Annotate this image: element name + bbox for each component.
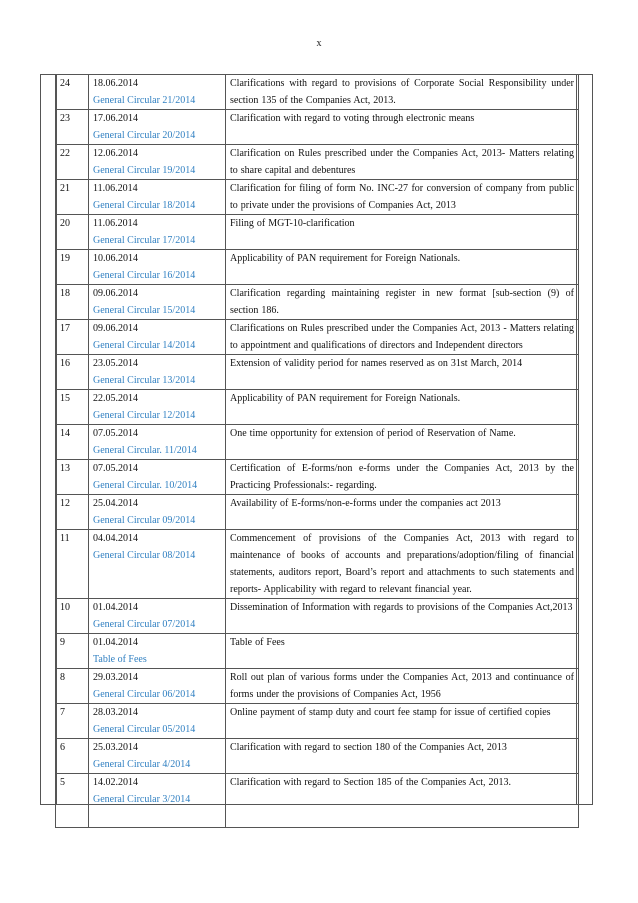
row-number: 12 — [56, 495, 89, 530]
issue-date: 18.06.2014 — [93, 78, 138, 89]
circular-subject: Commencement of provisions of the Companies Act, 2013 with regard to maintenance of books of accounts and preparations/adoption/filing of financial statements, auditors report, Board’s report and attachments to such statements and reports- Applicability with regard to relevant financial year. — [226, 530, 579, 599]
circular-subject: Clarifications on Rules prescribed under the Companies Act, 2013 - Matters relating to appointment and qualifications of directors and Independent directors — [226, 320, 579, 355]
issue-date: 12.06.2014 — [93, 148, 138, 159]
row-number: 8 — [56, 669, 89, 704]
table-row — [56, 774, 579, 828]
row-date-cell — [89, 145, 226, 180]
circular-link[interactable]: General Circular 4/2014 — [93, 759, 191, 770]
circular-subject: Applicability of PAN requirement for Foreign Nationals. — [226, 250, 579, 285]
circular-subject: Clarification regarding maintaining register in new format [sub-section (9) of section 186. — [226, 285, 579, 320]
circular-link[interactable]: General Circular 13/2014 — [93, 375, 196, 386]
table-row — [56, 704, 579, 739]
circulars-table-body — [56, 75, 579, 828]
row-date-cell — [89, 495, 226, 530]
circular-link[interactable]: Table of Fees — [93, 654, 147, 665]
row-number: 5 — [56, 774, 89, 828]
circular-link[interactable]: General Circular 16/2014 — [93, 270, 196, 281]
row-date-cell — [89, 355, 226, 390]
row-number: 16 — [56, 355, 89, 390]
table-row — [56, 75, 579, 110]
issue-date: 28.03.2014 — [93, 707, 138, 718]
circular-link[interactable]: General Circular. 10/2014 — [93, 480, 198, 491]
issue-date: 07.05.2014 — [93, 463, 138, 474]
circular-link[interactable]: General Circular 19/2014 — [93, 165, 196, 176]
row-number: 19 — [56, 250, 89, 285]
circular-subject: One time opportunity for extension of period of Reservation of Name. — [226, 425, 579, 460]
row-date-cell — [89, 285, 226, 320]
table-row — [56, 355, 579, 390]
circular-subject: Filing of MGT-10-clarification — [226, 215, 579, 250]
circular-subject: Clarification with regard to voting through electronic means — [226, 110, 579, 145]
table-row — [56, 425, 579, 460]
circular-subject: Online payment of stamp duty and court fee stamp for issue of certified copies — [226, 704, 579, 739]
circular-link[interactable]: General Circular 20/2014 — [93, 130, 196, 141]
row-number: 11 — [56, 530, 89, 599]
table-row — [56, 669, 579, 704]
table-row — [56, 215, 579, 250]
table-row — [56, 110, 579, 145]
issue-date: 11.06.2014 — [93, 218, 138, 229]
circular-subject: Availability of E-forms/non-e-forms under the companies act 2013 — [226, 495, 579, 530]
row-date-cell — [89, 320, 226, 355]
row-number: 20 — [56, 215, 89, 250]
issue-date: 11.06.2014 — [93, 183, 138, 194]
row-number: 17 — [56, 320, 89, 355]
table-row — [56, 495, 579, 530]
table-row — [56, 530, 579, 599]
circular-subject: Clarification with regard to section 180 of the Companies Act, 2013 — [226, 739, 579, 774]
circular-link[interactable]: General Circular. 11/2014 — [93, 445, 197, 456]
issue-date: 25.03.2014 — [93, 742, 138, 753]
circular-link[interactable]: General Circular 18/2014 — [93, 200, 196, 211]
row-number: 6 — [56, 739, 89, 774]
issue-date: 04.04.2014 — [93, 533, 138, 544]
row-number: 13 — [56, 460, 89, 495]
row-number: 21 — [56, 180, 89, 215]
row-date-cell — [89, 530, 226, 599]
table-row — [56, 180, 579, 215]
table-row — [56, 145, 579, 180]
issue-date: 09.06.2014 — [93, 288, 138, 299]
row-date-cell — [89, 75, 226, 110]
circular-subject: Clarification with regard to Section 185 of the Companies Act, 2013. — [226, 774, 579, 828]
issue-date: 09.06.2014 — [93, 323, 138, 334]
row-date-cell — [89, 704, 226, 739]
row-date-cell — [89, 110, 226, 145]
row-date-cell — [89, 250, 226, 285]
issue-date: 07.05.2014 — [93, 428, 138, 439]
circular-link[interactable]: General Circular 08/2014 — [93, 550, 196, 561]
circular-link[interactable]: General Circular 07/2014 — [93, 619, 196, 630]
issue-date: 14.02.2014 — [93, 777, 138, 788]
row-number: 24 — [56, 75, 89, 110]
circular-subject: Clarification on Rules prescribed under the Companies Act, 2013- Matters relating to share capital and debentures — [226, 145, 579, 180]
issue-date: 17.06.2014 — [93, 113, 138, 124]
table-row — [56, 460, 579, 495]
row-date-cell — [89, 460, 226, 495]
row-date-cell — [89, 774, 226, 828]
row-number: 18 — [56, 285, 89, 320]
circular-link[interactable]: General Circular 15/2014 — [93, 305, 196, 316]
table-row — [56, 390, 579, 425]
row-number: 10 — [56, 599, 89, 634]
circular-link[interactable]: General Circular 17/2014 — [93, 235, 196, 246]
circular-link[interactable]: General Circular 05/2014 — [93, 724, 196, 735]
circular-subject: Roll out plan of various forms under the Companies Act, 2013 and continuance of forms under the provisions of Companies Act, 1956 — [226, 669, 579, 704]
circular-link[interactable]: General Circular 09/2014 — [93, 515, 196, 526]
row-number: 15 — [56, 390, 89, 425]
circular-subject: Dissemination of Information with regards to provisions of the Companies Act,2013 — [226, 599, 579, 634]
issue-date: 29.03.2014 — [93, 672, 138, 683]
circular-link[interactable]: General Circular 21/2014 — [93, 95, 196, 106]
table-row — [56, 285, 579, 320]
circular-link[interactable]: General Circular 3/2014 — [93, 794, 191, 805]
table-row — [56, 320, 579, 355]
circular-subject: Clarification for filing of form No. INC-27 for conversion of company from public to private under the provisions of Companies Act, 2013 — [226, 180, 579, 215]
table-row — [56, 250, 579, 285]
circular-link[interactable]: General Circular 12/2014 — [93, 410, 196, 421]
row-date-cell — [89, 739, 226, 774]
issue-date: 01.04.2014 — [93, 602, 138, 613]
circular-subject: Extension of validity period for names reserved as on 31st March, 2014 — [226, 355, 579, 390]
circular-subject: Applicability of PAN requirement for Foreign Nationals. — [226, 390, 579, 425]
row-date-cell — [89, 390, 226, 425]
row-date-cell — [89, 425, 226, 460]
row-date-cell — [89, 669, 226, 704]
page-header-mark: x — [316, 38, 322, 49]
table-row — [56, 739, 579, 774]
row-number: 14 — [56, 425, 89, 460]
issue-date: 25.04.2014 — [93, 498, 138, 509]
row-number: 7 — [56, 704, 89, 739]
row-number: 9 — [56, 634, 89, 669]
row-date-cell — [89, 599, 226, 634]
row-date-cell — [89, 215, 226, 250]
circular-subject: Clarifications with regard to provisions of Corporate Social Responsibility under section 135 of the Companies Act, 2013. — [226, 75, 579, 110]
table-row — [56, 599, 579, 634]
issue-date: 23.05.2014 — [93, 358, 138, 369]
row-date-cell — [89, 634, 226, 669]
row-number: 22 — [56, 145, 89, 180]
issue-date: 10.06.2014 — [93, 253, 138, 264]
circular-subject: Table of Fees — [226, 634, 579, 669]
table-row — [56, 634, 579, 669]
circulars-table — [55, 74, 579, 828]
circular-subject: Certification of E-forms/non e-forms under the Companies Act, 2013 by the Practicing Professionals:- regarding. — [226, 460, 579, 495]
circular-link[interactable]: General Circular 06/2014 — [93, 689, 196, 700]
issue-date: 01.04.2014 — [93, 637, 138, 648]
issue-date: 22.05.2014 — [93, 393, 138, 404]
row-number: 23 — [56, 110, 89, 145]
circular-link[interactable]: General Circular 14/2014 — [93, 340, 196, 351]
row-date-cell — [89, 180, 226, 215]
